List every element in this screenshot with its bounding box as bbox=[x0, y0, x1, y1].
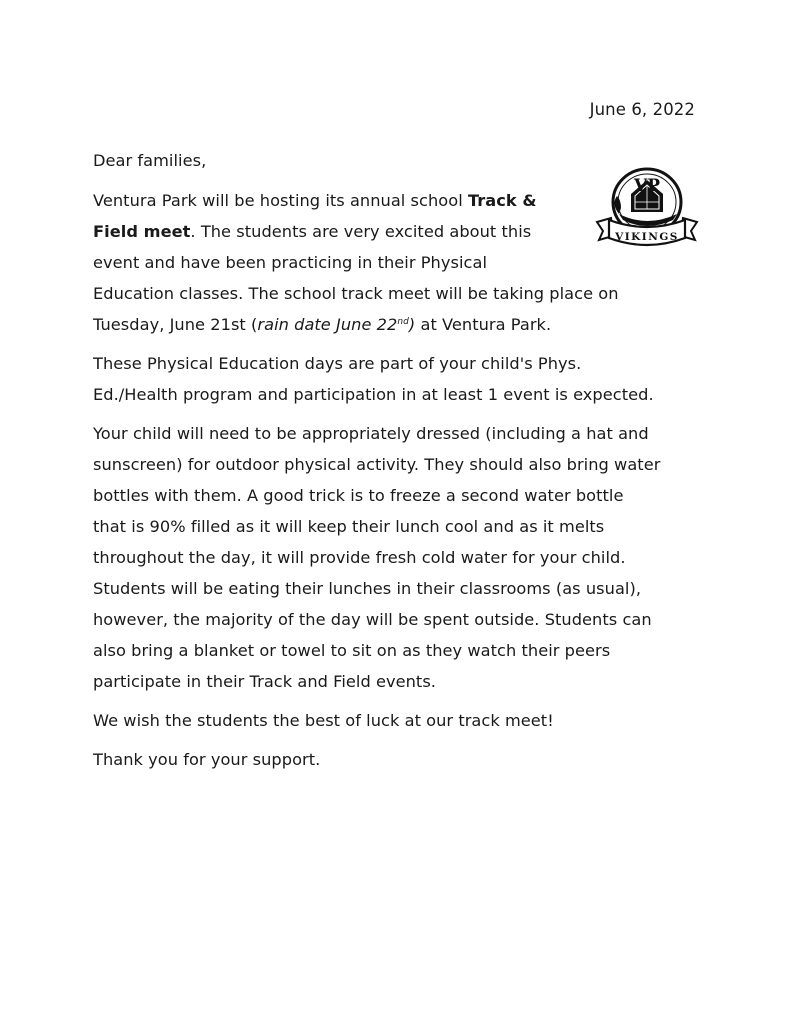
paragraph-line: Students will be eating their lunches in their classrooms (as usual), bbox=[93, 579, 642, 598]
paragraph-participation bbox=[93, 348, 703, 410]
paragraph-line: These Physical Education days are part of your child's Phys. bbox=[93, 354, 582, 373]
logo-initials: VP bbox=[634, 176, 660, 196]
rain-date: rain date June 22nd) bbox=[257, 315, 416, 334]
paragraph-line: also bring a blanket or towel to sit on as they watch their peers bbox=[93, 641, 611, 660]
paragraph-line: that is 90% filled as it will keep their lunch cool and as it melts bbox=[93, 517, 605, 536]
paragraph-line: Tuesday, June 21st (rain date June 22nd) at Ventura Park. bbox=[93, 315, 552, 334]
letter-date: June 6, 2022 bbox=[589, 100, 695, 119]
letter-body bbox=[93, 145, 703, 783]
paragraph-line: participate in their Track and Field events. bbox=[93, 672, 436, 691]
paragraph-line: Ventura Park will be hosting its annual school Track & bbox=[93, 191, 537, 210]
paragraph-line: sunscreen) for outdoor physical activity. They should also bring water bbox=[93, 455, 661, 474]
paragraph-preparation bbox=[93, 418, 703, 697]
paragraph-line: Field meet. The students are very excited about this bbox=[93, 222, 532, 241]
event-name-part1: Track & bbox=[467, 191, 537, 210]
paragraph-line: however, the majority of the day will be spent outside. Students can bbox=[93, 610, 652, 629]
event-name-part2: Field meet bbox=[93, 222, 191, 241]
paragraph-line: throughout the day, it will provide fresh cold water for your child. bbox=[93, 548, 626, 567]
closing-thanks: Thank you for your support. bbox=[93, 750, 321, 769]
paragraph-line: event and have been practicing in their Physical bbox=[93, 253, 487, 272]
paragraph-line: Ed./Health program and participation in at least 1 event is expected. bbox=[93, 385, 654, 404]
logo-banner-text: VIKINGS bbox=[615, 231, 679, 243]
paragraph-line: Education classes. The school track meet will be taking place on bbox=[93, 284, 619, 303]
greeting: Dear families, bbox=[93, 151, 207, 170]
paragraph-line: bottles with them. A good trick is to freeze a second water bottle bbox=[93, 486, 624, 505]
paragraph-wishes: We wish the students the best of luck at our track meet! bbox=[93, 711, 554, 730]
paragraph-announcement bbox=[93, 185, 703, 340]
paragraph-line: Your child will need to be appropriately dressed (including a hat and bbox=[93, 424, 649, 443]
